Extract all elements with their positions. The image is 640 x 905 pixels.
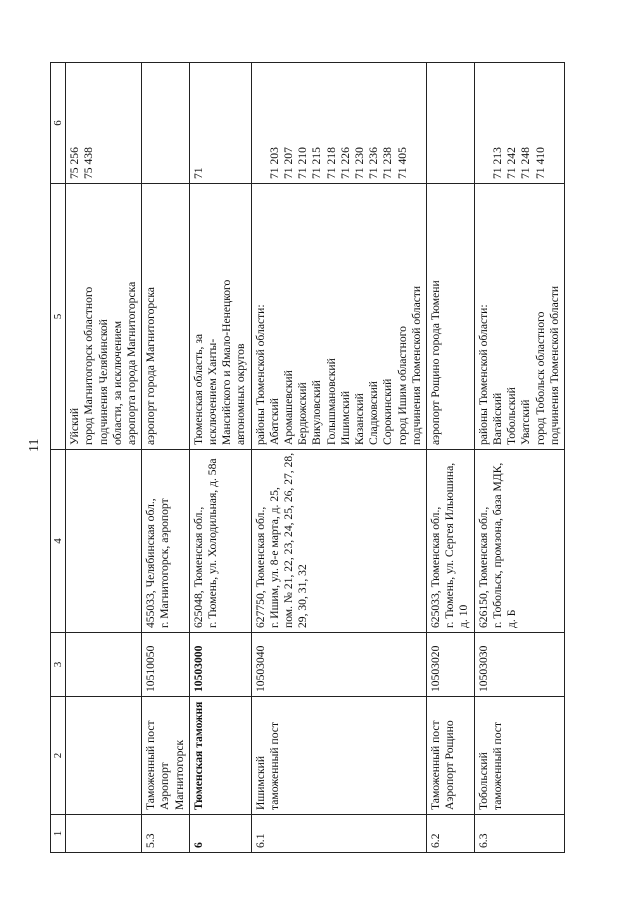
territory-cell-line: аэропорт города Магнитогорска [144, 287, 158, 445]
post-name-cell: Ишимский таможенный пост [251, 697, 426, 815]
territory-cell-line: Голышмановский [324, 358, 338, 445]
address-cell-line: г. Магнитогорск, аэропорт [158, 498, 172, 628]
territory-cell-line: Уйский [68, 407, 82, 445]
territory-cell [142, 184, 190, 450]
oktmo-cell-line: 75 256 [68, 147, 82, 179]
address-cell-line: г. Тюмень, ул. Сергея Ильюшина, [443, 462, 457, 628]
address-cell-line: 626150, Тюменская обл., [476, 506, 490, 628]
row-number-cell: 6.2 [427, 815, 475, 853]
table-row [251, 63, 426, 853]
territory-cell-line: Абатский [267, 398, 281, 445]
oktmo-cell [474, 63, 564, 184]
address-cell-line: г. Тюмень, ул. Холодильная, д. 58а [206, 458, 220, 628]
oktmo-cell-line: 71 218 [324, 147, 338, 179]
post-code-cell: 10503020 [427, 633, 475, 697]
address-cell-line: г. Ишим, ул. 8-е марта, д. 25, [267, 487, 281, 628]
oktmo-cell-line: 71 215 [310, 147, 324, 179]
post-name-cell: Таможенный пост Аэропорт Рощино [427, 697, 475, 815]
territory-cell-line: районы Тюменской области: [253, 304, 267, 445]
territory-cell-line: области, за исключением [110, 320, 124, 445]
territory-cell [427, 184, 475, 450]
oktmo-cell-line: 71 210 [296, 147, 310, 179]
territory-cell-line: Тобольский [505, 387, 519, 445]
address-cell-line: пом. № 21, 22, 23, 24, 25, 26, 27, 28, [282, 452, 296, 628]
oktmo-cell-line: 71 226 [338, 147, 352, 179]
territory-cell-line: Уватский [519, 399, 533, 445]
territory-cell-line: город Тобольск областного [533, 311, 547, 445]
territory-cell-line: подчинения Тюменской области [547, 285, 561, 445]
address-cell-line: 455033, Челябинская обл., [144, 498, 158, 628]
oktmo-cell-line: 71 242 [505, 147, 519, 179]
table-row [427, 63, 475, 853]
territory-cell-line: подчинения Тюменской области [409, 285, 423, 445]
header-cell: 6 [51, 63, 66, 184]
territory-cell-line: Казанский [353, 393, 367, 445]
territory-cell [66, 184, 142, 450]
oktmo-cell-line: 71 236 [367, 147, 381, 179]
territory-cell-line: аэропорта города Магнитогорска [125, 281, 139, 445]
territory-cell-line: Викуловский [310, 380, 324, 445]
oktmo-cell-line: 75 438 [82, 147, 96, 179]
oktmo-cell-line [254, 67, 268, 179]
address-cell [66, 450, 142, 633]
address-cell-line: д. Б [505, 609, 519, 628]
address-cell-line: 627750, Тюменская обл., [253, 506, 267, 628]
territory-cell-line: Бердюжский [296, 382, 310, 445]
address-cell-line: д. 10 [457, 604, 471, 628]
address-cell [189, 450, 251, 633]
oktmo-cell-line [477, 67, 491, 179]
address-cell-line: 29, 30, 31, 32 [296, 564, 310, 628]
row-number-cell: 6 [189, 815, 251, 853]
oktmo-cell [427, 63, 475, 184]
territory-cell-line: Сладковский [367, 381, 381, 445]
header-cell: 1 [51, 815, 66, 853]
post-code-cell: 10503030 [474, 633, 564, 697]
table-row [66, 63, 142, 853]
address-cell [251, 450, 426, 633]
address-cell [474, 450, 564, 633]
territory-cell-line: аэропорт Рощино города Тюмени [429, 280, 443, 445]
oktmo-cell-line: 71 410 [533, 147, 547, 179]
address-cell [142, 450, 190, 633]
post-name-cell [66, 697, 142, 815]
territory-cell-line: Мансийского и Ямало-Ненецкого [220, 279, 234, 445]
header-cell: 4 [51, 450, 66, 633]
oktmo-cell [142, 63, 190, 184]
post-code-cell: 10503000 [189, 633, 251, 697]
row-number-cell: 6.1 [251, 815, 426, 853]
row-number-cell [66, 815, 142, 853]
territory-cell-line: районы Тюменской области: [476, 304, 490, 445]
row-number-cell: 5.3 [142, 815, 190, 853]
header-cell: 5 [51, 184, 66, 450]
territory-cell-line: Вагайский [490, 392, 504, 445]
territory-cell-line: автономных округов [234, 343, 248, 445]
oktmo-cell-line: 71 207 [282, 147, 296, 179]
oktmo-cell [189, 63, 251, 184]
table-row [142, 63, 190, 853]
address-cell-line: 625033, Тюменская обл., [429, 506, 443, 628]
territory-cell [189, 184, 251, 450]
page-number: 11 [27, 438, 42, 452]
customs-table [50, 62, 565, 853]
oktmo-cell-line: 71 405 [395, 147, 409, 179]
territory-cell-line: исключением Ханты- [206, 338, 220, 445]
post-name-cell: Тобольский таможенный пост [474, 697, 564, 815]
oktmo-cell-line: 71 230 [353, 147, 367, 179]
address-cell-line: 625048, Тюменская обл., [191, 506, 205, 628]
territory-cell-line: Ишимский [338, 390, 352, 445]
post-code-cell: 10510050 [142, 633, 190, 697]
territory-cell [251, 184, 426, 450]
oktmo-cell-line: 71 203 [267, 147, 281, 179]
oktmo-cell-line: 71 213 [490, 147, 504, 179]
header-row [51, 63, 66, 853]
post-name-cell: Тюменская таможня [189, 697, 251, 815]
oktmo-cell-line: 71 [191, 167, 205, 179]
territory-cell [474, 184, 564, 450]
oktmo-cell-line: 71 238 [381, 147, 395, 179]
territory-cell-line: Сорокинский [381, 378, 395, 445]
address-cell-line: г. Тобольск, промзона, база МДК, [490, 462, 504, 628]
oktmo-cell [251, 63, 426, 184]
rotated-table-container [50, 63, 580, 853]
oktmo-cell [66, 63, 142, 184]
table-row [474, 63, 564, 853]
territory-cell-line: Тюменская область, за [191, 333, 205, 445]
header-cell: 3 [51, 633, 66, 697]
post-code-cell: 10503040 [251, 633, 426, 697]
post-code-cell [66, 633, 142, 697]
territory-cell-line: подчинения Челябинской [96, 319, 110, 445]
address-cell [427, 450, 475, 633]
post-name-cell: Таможенный пост Аэропорт Магнитогорск [142, 697, 190, 815]
row-number-cell: 6.3 [474, 815, 564, 853]
header-cell: 2 [51, 697, 66, 815]
oktmo-cell-line: 71 248 [519, 147, 533, 179]
territory-cell-line: город Магнитогорск областного [82, 286, 96, 445]
territory-cell-line: город Ишим областного [395, 326, 409, 445]
table-row [189, 63, 251, 853]
territory-cell-line: Аромашевский [282, 370, 296, 445]
